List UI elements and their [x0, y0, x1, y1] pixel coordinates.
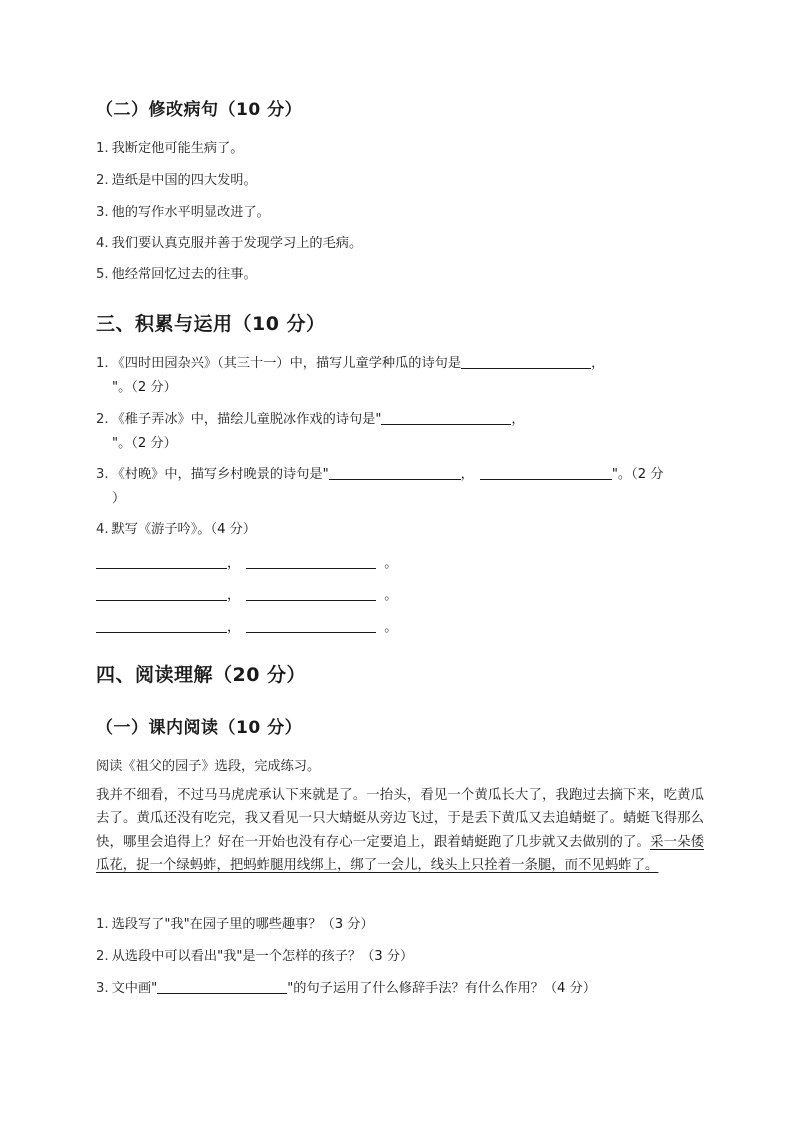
reading-question-1 [96, 913, 374, 932]
answer-blank[interactable] [246, 619, 376, 633]
passage-underlined-sentence: 采一朵倭瓜花，捉一个绿蚂蚱，把蚂蚱腿用线绑上，绑了一会儿，线头上只拴着一条腿，而不见蚂蚱了。 [96, 834, 705, 873]
punct: ， [227, 588, 241, 603]
item-number: 2. [96, 173, 109, 188]
item-text: 我断定他可能生病了。 [111, 141, 244, 156]
punct: 。 [384, 620, 398, 635]
question-2-cont: "。（2 分） [112, 436, 177, 451]
poem-write-line [96, 552, 397, 571]
question-text: 默写《游子吟》。（4 分） [111, 522, 257, 537]
punct: 。 [384, 556, 398, 571]
question-4 [96, 518, 256, 537]
passage-text: 我并不细看，不过马马虎虎承认下来就是了。一抬头，看见一个黄瓜长大了，我跑过去摘下来，吃黄瓜去了。黄瓜还没有吃完，我又看见一只大蜻蜓从旁边飞过，于是丢下黄瓜又去追蜻蜓了。蜻蜓飞得那么快，哪里会追得上？好在一开始也没有存心一定要追上，跟着蜻蜓跑了几步就又去做别的了。 [96, 788, 704, 850]
answer-blank[interactable] [329, 466, 461, 480]
reading-passage [96, 784, 704, 877]
list-item [96, 232, 362, 251]
punct: ， [227, 620, 241, 635]
answer-blank[interactable] [96, 619, 227, 633]
answer-blank[interactable] [246, 587, 376, 601]
section-title-revise-sentences: （二）修改病句（10 分） [96, 100, 303, 120]
punct: "。（2 分 [611, 467, 664, 482]
answer-blank[interactable] [381, 411, 511, 425]
punct: ， [227, 556, 241, 571]
question-1 [96, 352, 604, 371]
item-number: 2. [96, 949, 109, 964]
question-3 [96, 463, 663, 482]
question-text-post: "的句子运用了什么修辞手法？有什么作用？（4 分） [287, 981, 597, 996]
item-number: 1. [96, 141, 109, 156]
item-number: 5. [96, 267, 109, 282]
poem-write-line [96, 616, 397, 635]
list-item [96, 169, 257, 188]
item-number: 4. [96, 522, 109, 537]
answer-blank[interactable] [461, 355, 591, 369]
question-3-cont: ） [112, 491, 126, 506]
item-number: 1. [96, 917, 109, 932]
answer-blank[interactable] [246, 555, 376, 569]
answer-blank[interactable] [96, 587, 227, 601]
section-title-accumulation: 三、积累与运用（10 分） [96, 313, 326, 335]
question-text: 选段写了"我"在园子里的哪些趣事？（3 分） [111, 917, 374, 932]
list-item [96, 263, 257, 282]
punct: 。 [384, 588, 398, 603]
punct: ， [460, 467, 474, 482]
reading-question-3 [96, 977, 596, 996]
item-number: 2. [96, 412, 109, 427]
question-text: 《四时田园杂兴》（其三十一）中，描写儿童学种瓜的诗句是 [111, 356, 462, 371]
item-number: 3. [96, 467, 109, 482]
question-text: 《村晚》中，描写乡村晚景的诗句是" [111, 467, 329, 482]
question-text: 《稚子弄冰》中，描绘儿童脱冰作戏的诗句是" [111, 412, 382, 427]
item-number: 3. [96, 981, 109, 996]
punct: ， [511, 412, 525, 427]
punct: ， [591, 356, 605, 371]
poem-write-line [96, 584, 397, 603]
question-text: 从选段中可以看出"我"是一个怎样的孩子？（3 分） [111, 949, 414, 964]
item-text: 造纸是中国的四大发明。 [111, 173, 257, 188]
underline-sample [157, 980, 287, 994]
item-number: 1. [96, 356, 109, 371]
question-1-cont: "。（2 分） [112, 380, 177, 395]
item-text: 他的写作水平明显改进了。 [111, 205, 270, 220]
subsection-title-class-reading: （一）课内阅读（10 分） [96, 718, 303, 738]
reading-question-2 [96, 945, 413, 964]
question-text-pre: 文中画" [111, 981, 158, 996]
item-text: 他经常回忆过去的往事。 [111, 267, 257, 282]
reading-intro: 阅读《祖父的园子》选段，完成练习。 [96, 759, 321, 774]
list-item [96, 201, 270, 220]
answer-blank[interactable] [96, 555, 227, 569]
answer-blank[interactable] [480, 466, 612, 480]
section-title-reading: 四、阅读理解（20 分） [96, 664, 307, 686]
item-text: 我们要认真克服并善于发现学习上的毛病。 [111, 236, 363, 251]
question-2 [96, 408, 525, 427]
item-number: 4. [96, 236, 109, 251]
list-item [96, 137, 243, 156]
item-number: 3. [96, 205, 109, 220]
